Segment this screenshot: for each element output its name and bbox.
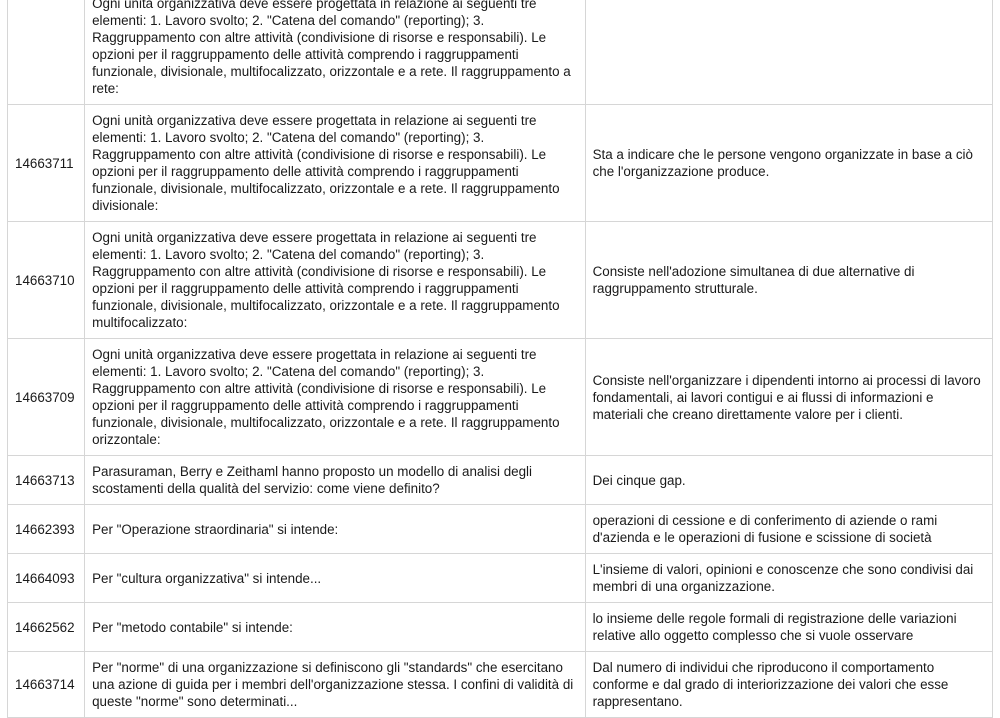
answer-text xyxy=(585,0,992,105)
question-id: 14663714 xyxy=(8,652,85,718)
question-id: 14663711 xyxy=(8,105,85,222)
question-id: 14662393 xyxy=(8,505,85,554)
answer-text: Consiste nell'organizzare i dipendenti intorno ai processi di lavoro fondamentali, ai lavori contigui e ai flussi di informazioni e materiali che creano direttamente valore per i clienti. xyxy=(585,339,992,456)
question-id: 14663713 xyxy=(8,456,85,505)
answer-text: Consiste nell'adozione simultanea di due alternative di raggruppamento strutturale. xyxy=(585,222,992,339)
question-id: 14663710 xyxy=(8,222,85,339)
question-id xyxy=(8,0,85,105)
question-text: Ogni unità organizzativa deve essere progettata in relazione ai seguenti tre elementi: 1. Lavoro svolto; 2. "Catena del comando" (reporting); 3. Raggruppamento con altre attività (condivisione di risorse e responsabili). Le opzioni per il raggruppamento delle attività comprendo i raggruppamenti funzionale, divisionale, multifocalizzato, orizzontale e a rete. Il raggruppamento a rete: xyxy=(85,0,586,105)
table-row xyxy=(8,652,993,718)
question-id: 14664093 xyxy=(8,554,85,603)
table-row xyxy=(8,603,993,652)
answer-text: Dal numero di individui che riproducono il comportamento conforme e dal grado di interiorizzazione dei valori che esse rappresentano. xyxy=(585,652,992,718)
table-row xyxy=(8,339,993,456)
answer-text: lo insieme delle regole formali di registrazione delle variazioni relative allo oggetto complesso che si vuole osservare xyxy=(585,603,992,652)
table-row xyxy=(8,222,993,339)
question-text: Per "norme" di una organizzazione si definiscono gli "standards" che esercitano una azione di guida per i membri dell'organizzazione stessa. I confini di validità di queste "norme" sono determinati... xyxy=(85,652,586,718)
question-text: Parasuraman, Berry e Zeithaml hanno proposto un modello di analisi degli scostamenti della qualità del servizio: come viene definito? xyxy=(85,456,586,505)
question-text: Ogni unità organizzativa deve essere progettata in relazione ai seguenti tre elementi: 1. Lavoro svolto; 2. "Catena del comando" (reporting); 3. Raggruppamento con altre attività (condivisione di risorse e responsabili). Le opzioni per il raggruppamento delle attività comprendo i raggruppamenti funzionale, divisionale, multifocalizzato, orizzontale e a rete. Il raggruppamento divisionale: xyxy=(85,105,586,222)
question-text: Ogni unità organizzativa deve essere progettata in relazione ai seguenti tre elementi: 1. Lavoro svolto; 2. "Catena del comando" (reporting); 3. Raggruppamento con altre attività (condivisione di risorse e responsabili). Le opzioni per il raggruppamento delle attività comprendo i raggruppamenti funzionale, divisionale, multifocalizzato, orizzontale e a rete. Il raggruppamento multifocalizzato: xyxy=(85,222,586,339)
table-row xyxy=(8,456,993,505)
answer-text: operazioni di cessione e di conferimento di aziende o rami d'azienda e le operazioni di fusione e scissione di società xyxy=(585,505,992,554)
table-row xyxy=(8,0,993,105)
answer-text: Sta a indicare che le persone vengono organizzate in base a ciò che l'organizzazione produce. xyxy=(585,105,992,222)
question-text: Per "metodo contabile" si intende: xyxy=(85,603,586,652)
question-id: 14662562 xyxy=(8,603,85,652)
question-text: Per "cultura organizzativa" si intende... xyxy=(85,554,586,603)
question-text: Per "Operazione straordinaria" si intende: xyxy=(85,505,586,554)
table-row xyxy=(8,505,993,554)
table-row xyxy=(8,554,993,603)
answer-text: L'insieme di valori, opinioni e conoscenze che sono condivisi dai membri di una organizzazione. xyxy=(585,554,992,603)
qa-table xyxy=(7,0,993,718)
question-id: 14663709 xyxy=(8,339,85,456)
table-row xyxy=(8,105,993,222)
question-text: Ogni unità organizzativa deve essere progettata in relazione ai seguenti tre elementi: 1. Lavoro svolto; 2. "Catena del comando" (reporting); 3. Raggruppamento con altre attività (condivisione di risorse e responsabili). Le opzioni per il raggruppamento delle attività comprendo i raggruppamenti funzionale, divisionale, multifocalizzato, orizzontale e a rete. Il raggruppamento orizzontale: xyxy=(85,339,586,456)
answer-text: Dei cinque gap. xyxy=(585,456,992,505)
